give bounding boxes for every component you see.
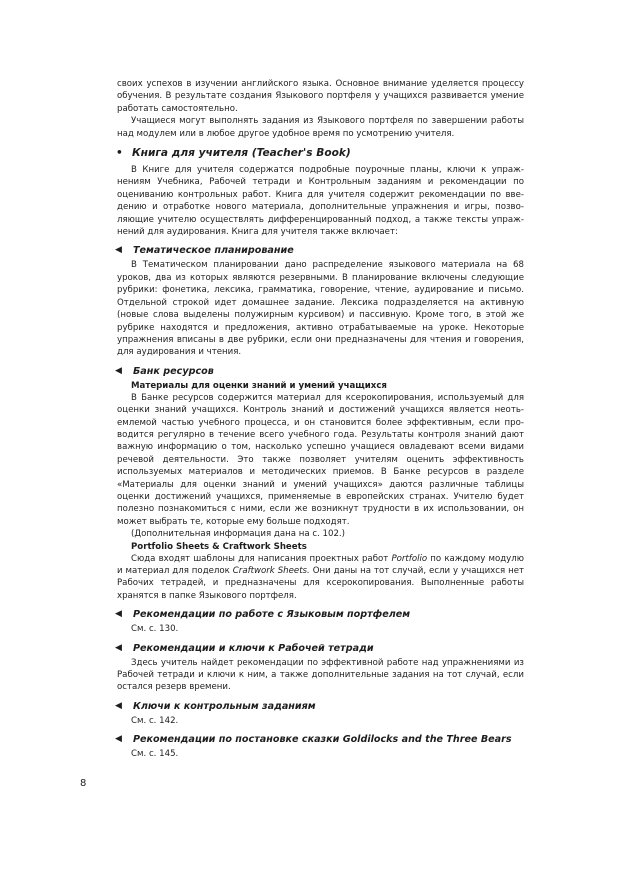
portfolio-work-heading <box>117 608 524 621</box>
portfolio-sheets-subheading: Portfolio Sheets & Craftwork Sheets <box>131 541 307 552</box>
workbook-heading <box>117 642 524 655</box>
goldilocks-heading-text: Рекомендации по постановке сказки Goldilocks and the Three Bears <box>133 734 512 746</box>
triangle-left-icon: ◀ <box>115 642 122 653</box>
teachers-book-heading <box>117 146 524 160</box>
portfolio-em: Portfolio <box>391 553 428 564</box>
portfolio-sheets-paragraph <box>117 553 524 603</box>
goldilocks-heading <box>117 733 524 746</box>
resource-bank-heading-text: Банк ресурсов <box>133 365 214 377</box>
tests-keys-ref: См. с. 142. <box>131 715 179 726</box>
assessment-materials-paragraph: В Банке ресурсов содержится материал для ксерокопирования, используемый для оценки знаний учащихся. Контроль знаний и достижений учащихся является неотьемлемой частью учебного процесса, и он становится более эффективным, если проводится регулярно в течение всего учебного года. Результаты контроля знаний дают важную информацию о том, насколько успешно учащиеся овладевают всеми видами речевой деятельности. Это также позволяет учителям оценить эффективность используемых материалов и методических приемов. В Банке ресурсов в разделе «Материалы для оценки знаний и умений учащихся» даются различные таблицы оценки достижений учащихся, применяемые в европейских странах. Учителю будет полезно познакомиться с ними, если же возникнут трудности в их использовании, он может выбрать те, которые ему больше подходят. <box>117 392 524 527</box>
assessment-materials-subheading: Материалы для оценки знаний и умений учащихся <box>131 380 387 391</box>
triangle-left-icon: ◀ <box>115 365 122 376</box>
portfolio-text-a: Сюда входят шаблоны для написания проектных работ <box>131 553 392 564</box>
page-content <box>117 78 524 761</box>
intro-paragraph-2: Учащиеся могут выполнять задания из Языкового портфеля по завершении работы над модулем или в любое другое удобное время по усмотрению учителя. <box>117 116 524 139</box>
triangle-left-icon: ◀ <box>115 734 122 745</box>
triangle-left-icon: ◀ <box>115 700 122 711</box>
tests-keys-heading-text: Ключи к контрольным заданиям <box>133 700 316 712</box>
planning-heading-text: Тематическое планирование <box>133 245 294 257</box>
workbook-heading-text: Рекомендации и ключи к Рабочей тетради <box>133 642 374 654</box>
goldilocks-ref: См. с. 145. <box>131 749 179 760</box>
craftwork-em: Craftwork Sheets. <box>232 566 310 576</box>
additional-info-note: (Дополнительная информация дана на с. 102.) <box>131 529 346 540</box>
planning-paragraph: В Тематическом планировании дано распределение языкового материала на 68 уроков, два из которых являются резервными. В планирование включены следующие рубрики: фонетика, лексика, грамматика, говорение, чтение, аудирование и письмо. Отдельной строкой идет домашнее задание. Лексика подразделяется на активную (новые слова выделены полужирным курсивом) и пассивную. Кроме того, в этой же рубрике находятся и предложения, активно отрабатываемые на уроке. Некоторые упражнения вписаны в две рубрики, если они предназначены для чтения и говорения, для аудирования и чтения. <box>117 260 524 358</box>
portfolio-text-c: Они даны на тот случай, если у учащихся нет Рабочих тетрадей, и предназначены для ксерокопирования. Выполненные работы хранятся в папке Языкового портфеля. <box>117 566 524 601</box>
teachers-book-paragraph: В Книге для учителя содержатся подробные поурочные планы, ключи к упражнениям Учебника, Рабочей тетради и Контрольным заданиям и рекомендации по оцениванию контрольных работ. Книга для учителя содержит рекомендации по введению и отработке нового материала, дополнительные упражнения и игры, позволяющие учителю осуществлять дифференцированный подход, а также тексты упражнений для аудирования. Книга для учителя также включает: <box>117 165 524 238</box>
intro-paragraph-1: своих успехов в изучении английского языка. Основное внимание уделяется процессу обучения. В результате создания Языкового портфеля у учащихся развивается умение работать самостоятельно. <box>117 79 524 114</box>
resource-bank-heading <box>117 365 524 378</box>
triangle-left-icon: ◀ <box>115 609 122 620</box>
triangle-left-icon: ◀ <box>115 245 122 256</box>
workbook-paragraph: Здесь учитель найдет рекомендации по эффективной работе над упражнениями из Рабочей тетради и ключи к ним, а также дополнительные задания на тот случай, если остался резерв времени. <box>117 657 524 693</box>
page-number: 8 <box>80 778 87 789</box>
portfolio-text-b: по каждому модулю и материал для поделок <box>117 553 524 576</box>
portfolio-work-heading-text: Рекомендации по работе с Языковым портфелем <box>133 609 411 621</box>
planning-heading <box>117 244 524 257</box>
teachers-book-heading-text: Книга для учителя (Teacher's Book) <box>132 147 351 160</box>
bullet-icon: • <box>116 147 123 160</box>
tests-keys-heading <box>117 700 524 713</box>
portfolio-work-ref: См. с. 130. <box>131 624 179 635</box>
